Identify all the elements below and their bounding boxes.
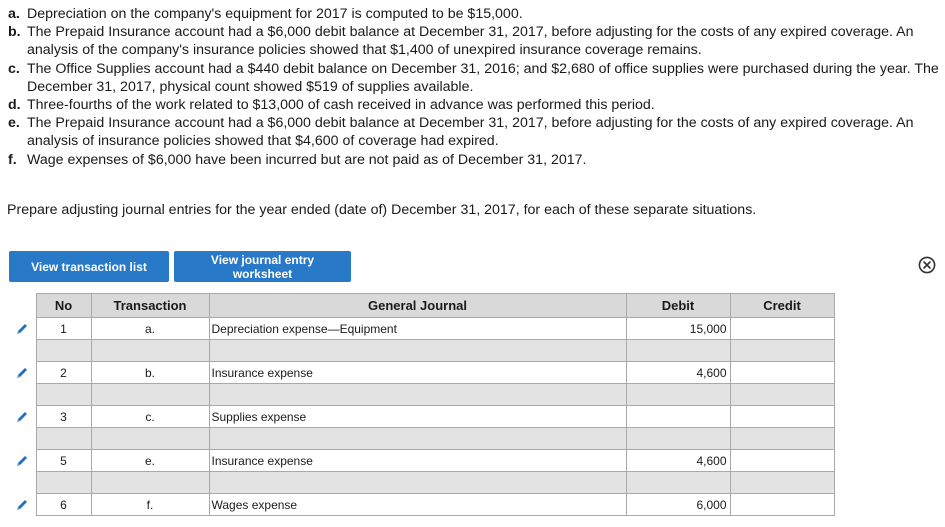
row-transaction: e. — [91, 450, 209, 472]
row-debit: 4,600 — [626, 450, 730, 472]
row-debit: 6,000 — [626, 494, 730, 516]
item-text: The Prepaid Insurance account had a $6,000 debit balance at December 31, 2017, before adjusting for the costs of any expired coverage. An analysis of insurance policies showed that $4,600 of coverage had expired. — [27, 115, 914, 150]
item-text: The Prepaid Insurance account had a $6,000 debit balance at December 31, 2017, before adjusting for the costs of any expired coverage. An analysis of the company's insurance policies showed that $1,400 of unexpired insurance coverage remains. — [27, 24, 914, 59]
row-transaction: c. — [91, 406, 209, 428]
row-credit — [730, 494, 834, 516]
row-credit — [730, 318, 834, 340]
item-letter: d. — [8, 97, 21, 114]
row-account: Wages expense — [209, 494, 626, 516]
table-row-blank — [9, 428, 834, 450]
pencil-icon — [15, 365, 29, 379]
row-transaction: b. — [91, 362, 209, 384]
edit-entry-button[interactable] — [9, 406, 36, 428]
problem-item-c — [8, 60, 943, 96]
item-text: Wage expenses of $6,000 have been incurred but are not paid as of December 31, 2017. — [27, 151, 587, 168]
table-row-blank — [9, 340, 834, 362]
row-no: 3 — [36, 406, 91, 428]
table-row-blank — [9, 384, 834, 406]
item-text: The Office Supplies account had a $440 debit balance on December 31, 2016; and $2,680 of office supplies were purchased during the year. The December 31, 2017, physical count showed $519 of supplies available. — [27, 60, 939, 95]
col-header-debit: Debit — [626, 294, 730, 318]
problem-item-d — [8, 96, 943, 114]
table-header-row — [9, 294, 834, 318]
pencil-icon — [15, 409, 29, 423]
col-header-transaction: Transaction — [91, 294, 209, 318]
col-header-credit: Credit — [730, 294, 834, 318]
row-no: 6 — [36, 494, 91, 516]
row-credit — [730, 406, 834, 428]
item-text: Three-fourths of the work related to $13,000 of cash received in advance was performed this period. — [27, 97, 655, 114]
problem-item-a — [8, 5, 943, 23]
view-journal-entry-worksheet-button[interactable]: View journal entry worksheet — [174, 251, 351, 282]
problem-item-f — [8, 151, 943, 169]
row-no: 5 — [36, 450, 91, 472]
item-letter: e. — [8, 115, 20, 132]
table-row — [9, 494, 834, 516]
edit-entry-button[interactable] — [9, 318, 36, 340]
table-row-blank — [9, 472, 834, 494]
item-letter: a. — [8, 6, 20, 22]
instruction-text: Prepare adjusting journal entries for the year ended (date of) December 31, 2017, for each of these separate situations. — [7, 202, 757, 218]
item-letter: c. — [8, 60, 20, 77]
row-account: Supplies expense — [209, 406, 626, 428]
table-row — [9, 362, 834, 384]
journal-entry-table — [9, 293, 835, 516]
row-transaction: a. — [91, 318, 209, 340]
table-row — [9, 406, 834, 428]
table-row — [9, 318, 834, 340]
problem-statement — [8, 5, 943, 169]
col-header-no: No — [36, 294, 91, 318]
row-account: Depreciation expense—Equipment — [209, 318, 626, 340]
item-letter: f. — [8, 151, 17, 168]
edit-entry-button[interactable] — [9, 362, 36, 384]
edit-entry-button[interactable] — [9, 450, 36, 472]
row-debit: 4,600 — [626, 362, 730, 384]
pencil-icon — [15, 453, 29, 467]
row-debit: 15,000 — [626, 318, 730, 340]
problem-item-e — [8, 114, 943, 150]
row-account: Insurance expense — [209, 362, 626, 384]
row-no: 1 — [36, 318, 91, 340]
edit-entry-button[interactable] — [9, 494, 36, 516]
row-no: 2 — [36, 362, 91, 384]
row-transaction: f. — [91, 494, 209, 516]
item-letter: b. — [8, 24, 21, 41]
item-text: Depreciation on the company's equipment for 2017 is computed to be $15,000. — [27, 6, 523, 22]
close-icon[interactable] — [918, 256, 936, 274]
row-account: Insurance expense — [209, 450, 626, 472]
table-row — [9, 450, 834, 472]
pencil-icon — [15, 497, 29, 511]
view-transaction-list-button[interactable]: View transaction list — [9, 251, 169, 282]
row-credit — [730, 450, 834, 472]
row-debit — [626, 406, 730, 428]
problem-item-b — [8, 23, 943, 59]
row-credit — [730, 362, 834, 384]
col-header-general-journal: General Journal — [209, 294, 626, 318]
pencil-icon — [15, 321, 29, 335]
